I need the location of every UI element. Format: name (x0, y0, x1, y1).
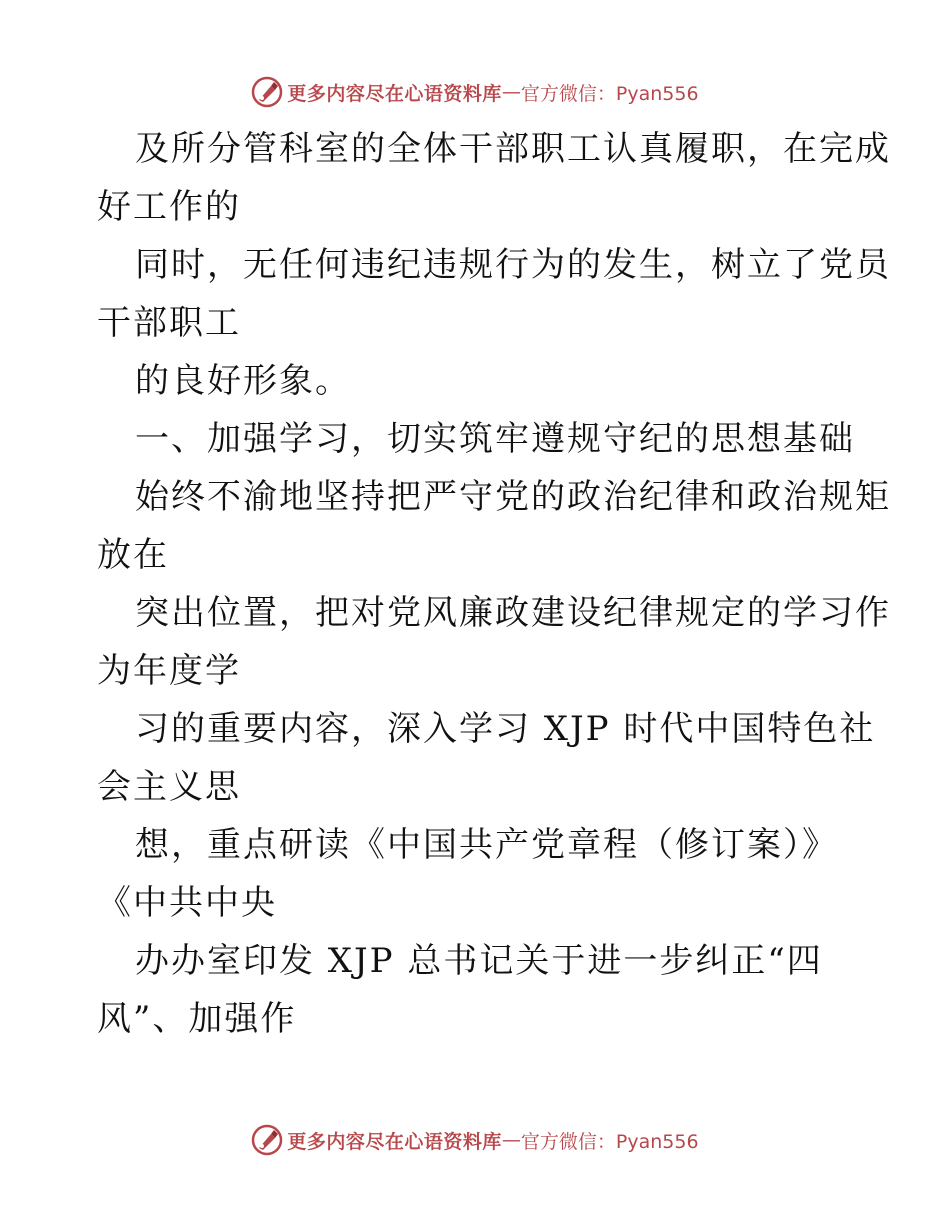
body-line: 始终不渝地坚持把严守党的政治纪律和政治规矩 (135, 477, 891, 517)
body-line: 放在 (97, 535, 169, 575)
header-separator: — (501, 81, 521, 103)
footer-site-text: 更多内容尽在心语资料库 (287, 1130, 502, 1153)
body-line: 干部职工 (97, 303, 241, 343)
body-line: 的良好形象。 (135, 361, 351, 401)
header-banner (0, 72, 950, 112)
body-line: 同时，无任何违纪违规行为的发生，树立了党员 (135, 245, 891, 285)
document-body (97, 120, 891, 1048)
body-line: 想，重点研读《中国共产党章程（修订案）》 (135, 825, 838, 865)
body-line: 习的重要内容，深入学习 XJP 时代中国特色社 (135, 709, 876, 749)
body-line: 及所分管科室的全体干部职工认真履职，在完成 (135, 129, 891, 169)
header-wechat-text: 官方微信：Pyan556 (520, 82, 699, 105)
footer-banner (0, 1120, 950, 1160)
pen-nib-seal-icon (251, 76, 283, 108)
pen-nib-seal-icon (251, 1124, 283, 1156)
header-banner-inner (251, 76, 698, 108)
footer-separator: — (501, 1129, 521, 1151)
body-line: 《中共中央 (97, 883, 277, 923)
body-line: 为年度学 (97, 651, 241, 691)
footer-banner-inner (251, 1124, 698, 1156)
body-line: 突出位置，把对党风廉政建设纪律规定的学习作 (135, 593, 891, 633)
body-line: 风”、加强作 (97, 999, 297, 1039)
footer-wechat-text: 官方微信：Pyan556 (520, 1130, 699, 1153)
body-line: 会主义思 (97, 767, 241, 807)
body-line: 办办室印发 XJP 总书记关于进一步纠正“四 (135, 941, 823, 981)
body-line: 好工作的 (97, 187, 241, 227)
header-site-text: 更多内容尽在心语资料库 (287, 82, 502, 105)
section-heading: 一、加强学习，切实筑牢遵规守纪的思想基础 (135, 419, 855, 459)
